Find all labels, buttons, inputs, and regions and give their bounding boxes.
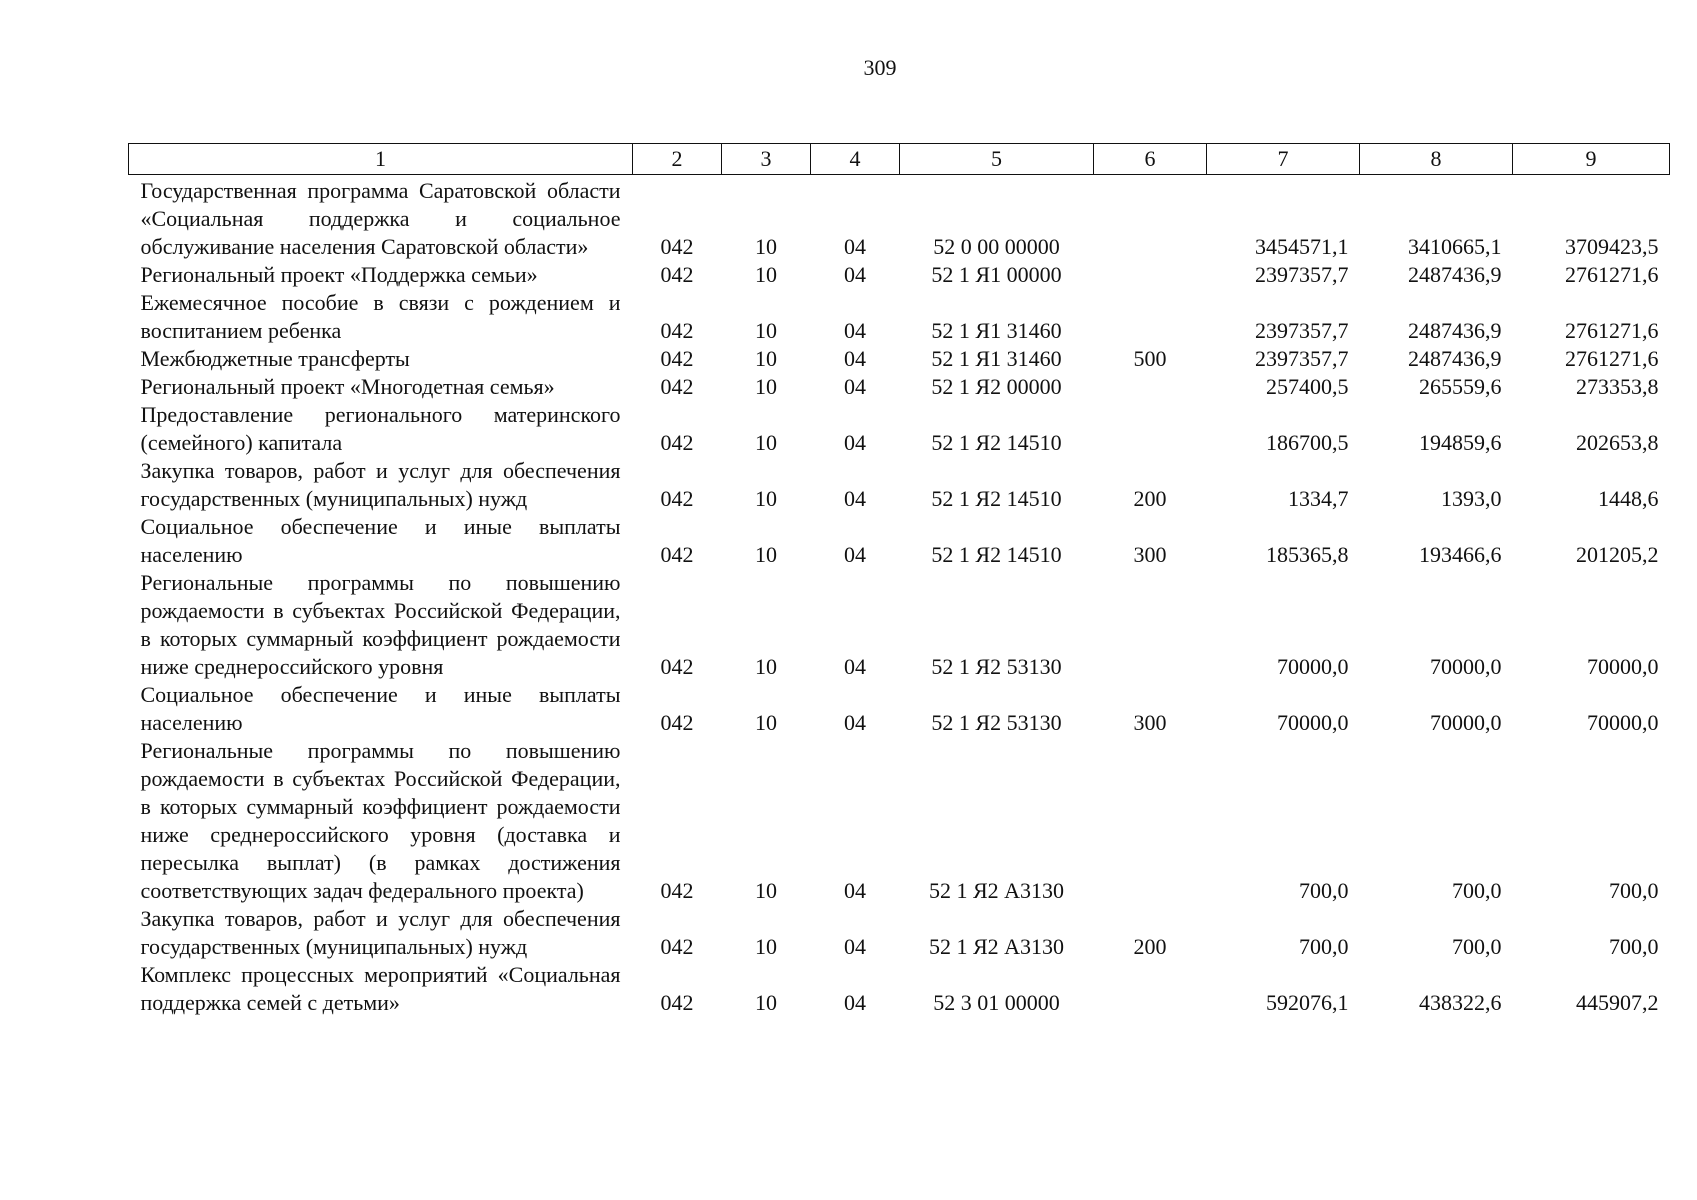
row-admin-code: 042 xyxy=(660,654,694,679)
row-name: Региональные программы по повышению рождаемости в субъектах Российской Федерации, в которых суммарный коэффициент рождаемости ниже среднероссийского уровня (доставка и пересылка выплат) (в рамках достижения соответствующих задач федерального проекта) xyxy=(140,738,621,903)
row-admin-code: 042 xyxy=(660,878,694,903)
row-name: Комплекс процессных мероприятий «Социальная поддержка семей с детьми» xyxy=(140,962,621,1015)
row-expense-type: 500 xyxy=(1133,346,1167,371)
row-section: 10 xyxy=(755,654,777,679)
row-subsection: 04 xyxy=(844,486,866,511)
row-subsection: 04 xyxy=(844,318,866,343)
row-amount-9: 1448,6 xyxy=(1598,486,1659,511)
table-row xyxy=(129,737,1670,905)
row-amount-7: 2397357,7 xyxy=(1255,318,1349,343)
row-amount-9: 3709423,5 xyxy=(1565,234,1659,259)
row-admin-code: 042 xyxy=(660,318,694,343)
row-expense-type xyxy=(1094,261,1207,289)
row-subsection: 04 xyxy=(844,346,866,371)
row-amount-8: 438322,6 xyxy=(1419,990,1502,1015)
table-row xyxy=(129,513,1670,569)
row-subsection: 04 xyxy=(844,374,866,399)
row-amount-8: 70000,0 xyxy=(1430,710,1502,735)
table-row xyxy=(129,261,1670,289)
row-amount-8: 700,0 xyxy=(1452,878,1502,903)
row-name: Региональный проект «Многодетная семья» xyxy=(140,374,555,399)
header-cell-1: 1 xyxy=(129,144,633,175)
row-amount-9: 70000,0 xyxy=(1587,654,1659,679)
row-expense-type xyxy=(1094,401,1207,457)
row-target-article: 52 1 Я2 14510 xyxy=(931,542,1062,567)
row-name: Предоставление регионального материнского (семейного) капитала xyxy=(140,402,621,455)
row-name: Межбюджетные трансферты xyxy=(140,346,410,371)
row-amount-7: 186700,5 xyxy=(1266,430,1349,455)
row-amount-8: 1393,0 xyxy=(1441,486,1502,511)
table-row xyxy=(129,175,1670,262)
row-subsection: 04 xyxy=(844,542,866,567)
header-cell-5: 5 xyxy=(900,144,1094,175)
row-admin-code: 042 xyxy=(660,430,694,455)
row-amount-8: 194859,6 xyxy=(1419,430,1502,455)
row-section: 10 xyxy=(755,430,777,455)
header-cell-3: 3 xyxy=(722,144,811,175)
row-amount-8: 193466,6 xyxy=(1419,542,1502,567)
row-amount-9: 2761271,6 xyxy=(1565,318,1659,343)
row-amount-8: 265559,6 xyxy=(1419,374,1502,399)
row-expense-type xyxy=(1094,373,1207,401)
row-name: Социальное обеспечение и иные выплаты населению xyxy=(140,682,621,735)
row-subsection: 04 xyxy=(844,878,866,903)
header-cell-2: 2 xyxy=(633,144,722,175)
row-target-article: 52 1 Я2 А3130 xyxy=(928,878,1065,903)
header-cell-6: 6 xyxy=(1094,144,1207,175)
row-section: 10 xyxy=(755,486,777,511)
row-section: 10 xyxy=(755,262,777,287)
row-subsection: 04 xyxy=(844,234,866,259)
row-amount-9: 202653,8 xyxy=(1576,430,1659,455)
row-amount-7: 185365,8 xyxy=(1266,542,1349,567)
row-amount-8: 700,0 xyxy=(1452,934,1502,959)
row-name: Социальное обеспечение и иные выплаты населению xyxy=(140,514,621,567)
row-amount-9: 273353,8 xyxy=(1576,374,1659,399)
row-amount-7: 3454571,1 xyxy=(1255,234,1349,259)
row-target-article: 52 1 Я1 31460 xyxy=(931,318,1062,343)
row-name: Региональные программы по повышению рождаемости в субъектах Российской Федерации, в которых суммарный коэффициент рождаемости ниже среднероссийского уровня xyxy=(140,570,621,679)
table-row xyxy=(129,373,1670,401)
row-expense-type: 200 xyxy=(1133,486,1167,511)
row-target-article: 52 3 01 00000 xyxy=(933,990,1060,1015)
header-cell-8: 8 xyxy=(1360,144,1513,175)
row-amount-8: 2487436,9 xyxy=(1408,346,1502,371)
row-expense-type: 200 xyxy=(1133,934,1167,959)
row-section: 10 xyxy=(755,346,777,371)
row-target-article: 52 1 Я2 А3130 xyxy=(928,934,1065,959)
row-amount-7: 2397357,7 xyxy=(1255,346,1349,371)
row-expense-type xyxy=(1094,737,1207,905)
header-row xyxy=(129,144,1670,175)
row-amount-8: 2487436,9 xyxy=(1408,262,1502,287)
row-name: Региональный проект «Поддержка семьи» xyxy=(140,262,538,287)
row-amount-9: 201205,2 xyxy=(1576,542,1659,567)
table-row xyxy=(129,345,1670,373)
row-target-article: 52 0 00 00000 xyxy=(933,234,1060,259)
row-admin-code: 042 xyxy=(660,934,694,959)
row-amount-9: 70000,0 xyxy=(1587,710,1659,735)
row-name: Государственная программа Саратовской области «Социальная поддержка и социальное обслуживание населения Саратовской области» xyxy=(140,178,621,259)
row-amount-7: 700,0 xyxy=(1299,934,1349,959)
table-row xyxy=(129,401,1670,457)
row-section: 10 xyxy=(755,374,777,399)
row-subsection: 04 xyxy=(844,654,866,679)
table-row xyxy=(129,961,1670,1017)
page-number: 309 xyxy=(863,55,897,80)
row-amount-7: 592076,1 xyxy=(1266,990,1349,1015)
row-subsection: 04 xyxy=(844,262,866,287)
row-amount-7: 1334,7 xyxy=(1288,486,1349,511)
row-amount-9: 700,0 xyxy=(1609,878,1659,903)
row-subsection: 04 xyxy=(844,710,866,735)
row-target-article: 52 1 Я2 14510 xyxy=(931,430,1062,455)
header-cell-9: 9 xyxy=(1513,144,1670,175)
row-admin-code: 042 xyxy=(660,542,694,567)
row-amount-8: 3410665,1 xyxy=(1408,234,1502,259)
row-subsection: 04 xyxy=(844,990,866,1015)
row-name: Закупка товаров, работ и услуг для обеспечения государственных (муниципальных) нужд xyxy=(140,906,621,959)
row-target-article: 52 1 Я2 14510 xyxy=(931,486,1062,511)
row-expense-type: 300 xyxy=(1133,710,1167,735)
table-row xyxy=(129,905,1670,961)
row-expense-type xyxy=(1094,569,1207,681)
row-amount-7: 70000,0 xyxy=(1277,710,1349,735)
row-admin-code: 042 xyxy=(660,346,694,371)
row-amount-9: 2761271,6 xyxy=(1565,346,1659,371)
table-row xyxy=(129,457,1670,513)
row-expense-type xyxy=(1094,175,1207,262)
row-section: 10 xyxy=(755,542,777,567)
row-target-article: 52 1 Я1 31460 xyxy=(931,346,1062,371)
header-cell-7: 7 xyxy=(1207,144,1360,175)
row-expense-type xyxy=(1094,961,1207,1017)
row-admin-code: 042 xyxy=(660,710,694,735)
row-name: Ежемесячное пособие в связи с рождением и воспитанием ребенка xyxy=(140,290,621,343)
table-header xyxy=(129,144,1670,175)
row-section: 10 xyxy=(755,234,777,259)
row-amount-7: 70000,0 xyxy=(1277,654,1349,679)
row-amount-9: 2761271,6 xyxy=(1565,262,1659,287)
row-amount-9: 445907,2 xyxy=(1576,990,1659,1015)
row-amount-9: 700,0 xyxy=(1609,934,1659,959)
row-admin-code: 042 xyxy=(660,234,694,259)
row-section: 10 xyxy=(755,878,777,903)
row-section: 10 xyxy=(755,318,777,343)
row-subsection: 04 xyxy=(844,430,866,455)
row-amount-7: 257400,5 xyxy=(1266,374,1349,399)
row-expense-type xyxy=(1094,289,1207,345)
row-section: 10 xyxy=(755,934,777,959)
row-section: 10 xyxy=(755,990,777,1015)
table-body xyxy=(129,175,1670,1018)
row-target-article: 52 1 Я1 00000 xyxy=(931,262,1062,287)
table-row xyxy=(129,289,1670,345)
row-amount-8: 70000,0 xyxy=(1430,654,1502,679)
row-target-article: 52 1 Я2 53130 xyxy=(931,654,1062,679)
row-name: Закупка товаров, работ и услуг для обеспечения государственных (муниципальных) нужд xyxy=(140,458,621,511)
row-target-article: 52 1 Я2 53130 xyxy=(931,710,1062,735)
row-admin-code: 042 xyxy=(660,990,694,1015)
row-expense-type: 300 xyxy=(1133,542,1167,567)
table-row xyxy=(129,681,1670,737)
row-amount-8: 2487436,9 xyxy=(1408,318,1502,343)
row-amount-7: 2397357,7 xyxy=(1255,262,1349,287)
budget-table xyxy=(128,143,1670,1017)
row-admin-code: 042 xyxy=(660,486,694,511)
header-cell-4: 4 xyxy=(811,144,900,175)
row-section: 10 xyxy=(755,710,777,735)
row-admin-code: 042 xyxy=(660,374,694,399)
table-row xyxy=(129,569,1670,681)
row-amount-7: 700,0 xyxy=(1299,878,1349,903)
row-admin-code: 042 xyxy=(660,262,694,287)
row-subsection: 04 xyxy=(844,934,866,959)
row-target-article: 52 1 Я2 00000 xyxy=(931,374,1062,399)
